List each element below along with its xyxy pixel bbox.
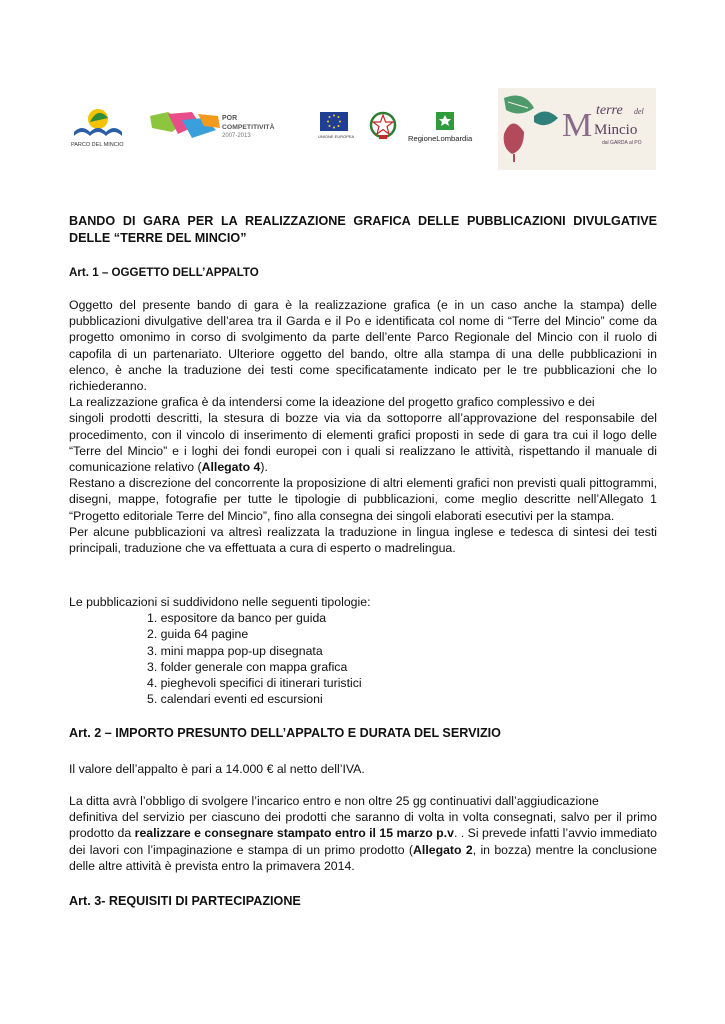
por-line3: 2007-2013 (222, 133, 251, 139)
art2-para2b: definitiva del servizio per ciascuno dei prodotti che saranno di volta in volta consegnati, salvo per il primo prodotto da (69, 810, 657, 841)
list-item: 5. calendari eventi ed escursioni (147, 692, 323, 707)
art2-para2c: . . Si prevede infatti l’avvio immediato dei lavori con l’impaginazione e stampa di un primo prodotto ( (69, 826, 658, 857)
art3-heading: Art. 3- REQUISITI DI PARTECIPAZIONE (69, 894, 301, 908)
list-item: 2. guida 64 pagine (147, 627, 249, 642)
list-item: 3. mini mappa pop-up disegnata (147, 643, 323, 658)
terre-del-mincio-logo (498, 88, 656, 170)
repubblica-emblem (368, 110, 398, 142)
art2-para1: Il valore dell’appalto è pari a 14.000 € al netto dell’IVA. (69, 762, 365, 776)
art1-heading: Art. 1 – OGGETTO DELL’APPALTO (69, 266, 259, 279)
publication-list (69, 610, 657, 707)
art1-para2b: singoli prodotti descritti, la stesura di bozze via via da sottoporre all’approvazione del responsabile del procedimento, con il vincolo di inserimento di elementi grafici proposti in sede di gara tra cui il logo delle “Terre del Mincio” e i loghi dei fondi europei con i quali si realizzano le attività, rispettando il manuale di comunicazione relativo ( (69, 411, 657, 475)
regione-lombardia-logo (406, 110, 488, 146)
art2-body (69, 793, 657, 874)
por-line2: COMPETITIVITÀ (222, 124, 275, 131)
eu-flag-logo (316, 112, 358, 142)
art1-para2-end: ). (260, 460, 268, 475)
terre-word2: del (634, 107, 644, 116)
allegato2-ref: Allegato 2 (413, 842, 473, 857)
por-line1: POR (222, 115, 238, 122)
terre-word1: terre (596, 103, 623, 118)
art1-para1: Oggetto del presente bando di gara è la realizzazione grafica (e in un caso anche la stampa) delle pubblicazioni divulgative dell’area tra il Garda e il Po e identificata col nome di “Terre del Mincio” come da progetto omonimo in corso di svolgimento da parte dell’ente Parco Regionale del Mincio con il ruolo di capofila di un partenariato. Ulteriore oggetto del bando, oltre alla stampa di una delle pubblicazioni in elenco, è anche la traduzione dei testi come specificatamente indicato per le tre pubblicazioni che lo richiederanno. (69, 298, 657, 394)
list-item: 4. pieghevoli specifici di itinerari turistici (147, 676, 362, 691)
parco-del-mincio-logo (68, 104, 132, 150)
publication-list-block (69, 594, 657, 707)
list-intro: Le pubblicazioni si suddividono nelle seguenti tipologie: (69, 595, 371, 609)
svg-text:M: M (562, 107, 593, 144)
por-competitivita-logo (148, 110, 284, 142)
regione-label: RegioneLombardia (408, 134, 473, 143)
terre-sub: dal GARDA al PO (602, 140, 642, 146)
art1-para3: Restano a discrezione del concorrente la proposizione di altri elementi grafici non previsti quali pittogrammi, disegni, mappe, fotografie per tutte le tipologie di pubblicazioni, come meglio descritte nell’Allegato 1 “Progetto editoriale Terre del Mincio”, fino alla consegna dei singoli elaborati esecutivi per la stampa. (69, 476, 657, 523)
art1-para4: Per alcune pubblicazioni va altresì realizzata la traduzione in lingua inglese e tedesca di sintesi dei testi principali, traduzione che va effettuata a cura di esperto o madrelingua. (69, 524, 657, 556)
document-title: BANDO DI GARA PER LA REALIZZAZIONE GRAFICA DELLE PUBBLICAZIONI DIVULGATIVE DELLE “TERRE DEL MINCIO” (69, 214, 657, 245)
art2-para2d: , in bozza) mentre la conclusione delle altre attività è prevista entro la primavera 2014. (69, 842, 658, 873)
art1-para2a: La realizzazione grafica è da intendersi come la ideazione del progetto grafico complessivo e dei (69, 395, 595, 410)
art2-para2 (69, 809, 657, 874)
art1-body (69, 297, 657, 556)
list-item: 3. folder generale con mappa grafica (147, 659, 348, 674)
logo-strip (0, 84, 725, 174)
art2-heading: Art. 2 – IMPORTO PRESUNTO DELL’APPALTO E DURATA DEL SERVIZIO (69, 726, 501, 740)
allegato4-ref: Allegato 4 (201, 460, 261, 475)
art1-para2 (69, 410, 657, 475)
terre-word3: Mincio (594, 122, 638, 138)
art2-para2a: La ditta avrà l’obbligo di svolgere l’incarico entro e non oltre 25 gg continuativi dall’aggiudicazione (69, 794, 599, 808)
list-item: 1. espositore da banco per guida (147, 611, 327, 626)
parco-label: PARCO DEL MINCIO (71, 142, 124, 148)
eu-label: UNIONE EUROPEA (318, 134, 355, 139)
deadline-bold: realizzare e consegnare stampato entro il 15 marzo p.v (134, 826, 454, 841)
